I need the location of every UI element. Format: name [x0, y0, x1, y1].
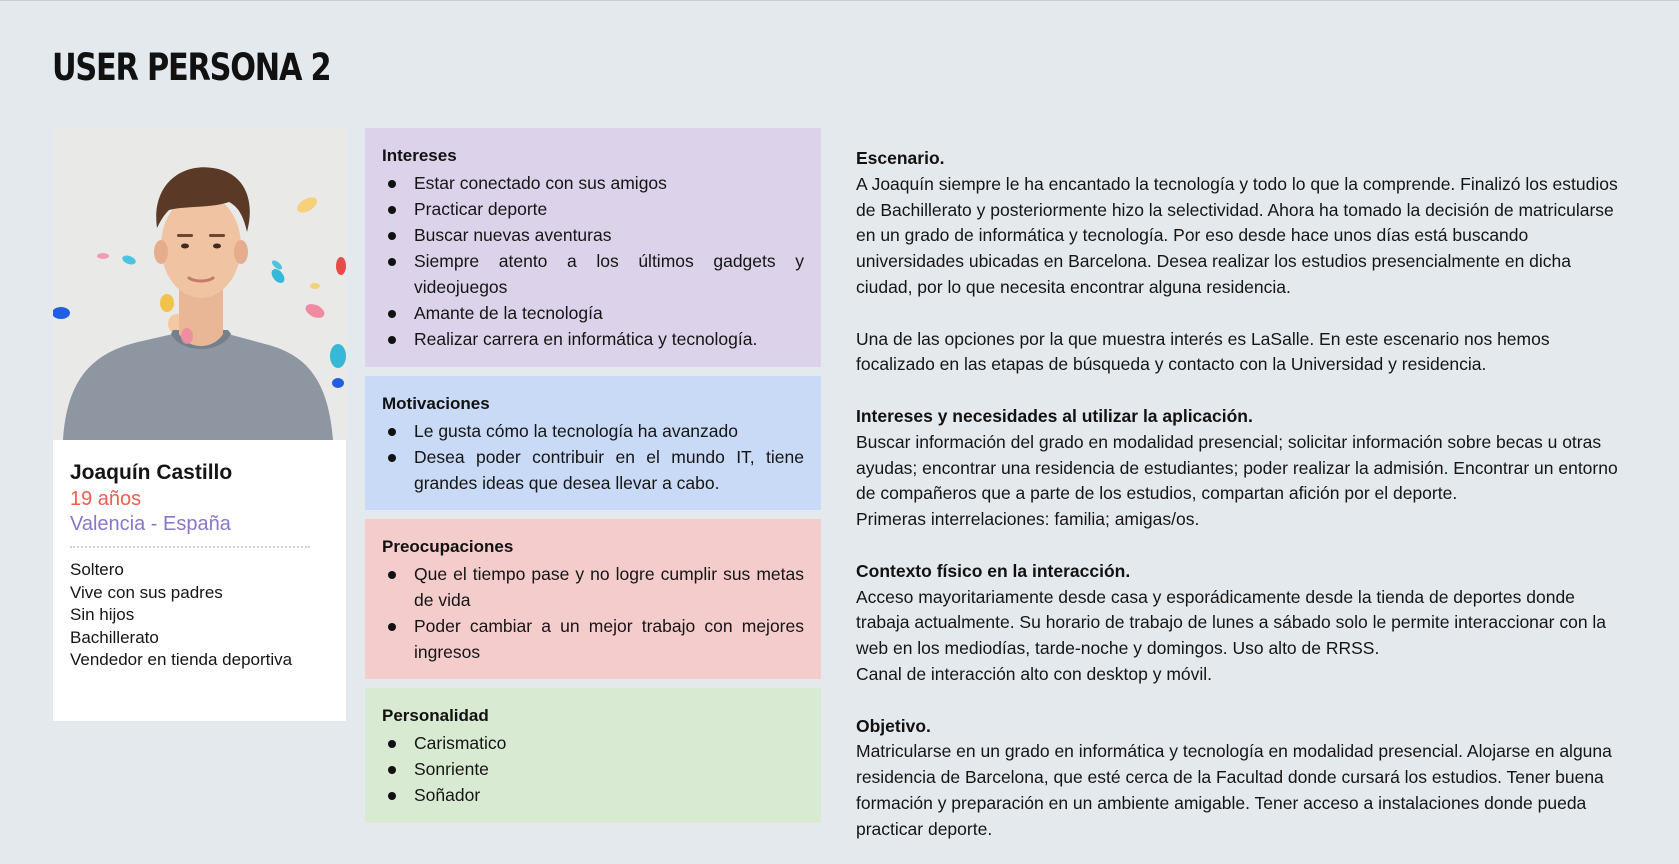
detail-civil-status: Soltero	[70, 560, 124, 579]
list-item: Siempre atento a los últimos gadgets y videojuegos	[382, 248, 804, 300]
list-item: Le gusta cómo la tecnología ha avanzado	[382, 418, 804, 444]
persona-name: Joaquín Castillo	[70, 461, 233, 484]
contexto-text-2: Canal de interacción alto con desktop y móvil.	[856, 663, 1213, 684]
contexto-text-1: Acceso mayoritariamente desde casa y esporádicamente desde la tienda de deportes donde trabaja actualmente. Su horario de trabajo de lunes a sábado solo le permite interaccionar con la web en los mediodías, tarde-noche y domingos. Uso alto de RRSS.	[856, 586, 1607, 659]
bullet-icon	[388, 206, 396, 214]
personalidad-box	[365, 688, 821, 823]
list-item: Practicar deporte	[382, 196, 804, 222]
persona-location: Valencia - España	[70, 513, 231, 535]
bullet-icon	[388, 740, 396, 748]
bullet-icon	[388, 428, 396, 436]
list-item: Desea poder contribuir en el mundo IT, tiene grandes ideas que desea llevar a cabo.	[382, 444, 804, 496]
necesidades-title: Intereses y necesidades al utilizar la aplicación.	[856, 405, 1253, 426]
bullet-icon	[388, 623, 396, 631]
page-title: USER PERSONA 2	[52, 46, 331, 89]
bullet-icon	[388, 766, 396, 774]
necesidades-text-2: Primeras interrelaciones: familia; amigas/os.	[856, 509, 1200, 530]
intereses-title: Intereses	[382, 146, 457, 165]
motivaciones-box	[365, 376, 821, 510]
motivaciones-title: Motivaciones	[382, 394, 490, 413]
preocupaciones-list	[382, 561, 804, 665]
list-item: Buscar nuevas aventuras	[382, 222, 804, 248]
list-item: Realizar carrera en informática y tecnología.	[382, 326, 804, 352]
bullet-icon	[388, 310, 396, 318]
intereses-box	[365, 128, 821, 367]
preocupaciones-box	[365, 519, 821, 679]
necesidades-text-1: Buscar información del grado en modalidad presencial; solicitar información sobre becas u otras ayudas; encontrar una residencia de estudiantes; poder realizar la admisión. Encontrar un entorno de compañeros que a parte de los estudios, compartan afición por el deporte.	[856, 431, 1618, 504]
escenario-text-2: Una de las opciones por la que muestra interés es LaSalle. En este escenario nos hemos focalizado en las etapas de búsqueda y contacto con la Universidad y residencia.	[856, 328, 1550, 375]
contexto-title: Contexto físico en la interacción.	[856, 560, 1131, 581]
detail-children: Sin hijos	[70, 605, 135, 624]
bullet-icon	[388, 258, 396, 266]
objetivo-title: Objetivo.	[856, 715, 931, 736]
profile-photo	[53, 128, 346, 440]
personalidad-title: Personalidad	[382, 706, 489, 725]
bullet-icon	[388, 336, 396, 344]
escenario-text-1: A Joaquín siempre le ha encantado la tecnología y todo lo que la comprende. Finalizó los estudios de Bachillerato y posteriormente hizo la selectividad. Ahora ha tomado la decisión de matricularse en un grado de informática y tecnología. Por eso desde hace unos días está buscando universidades ubicadas en Barcelona. Desea realizar los estudios presencialmente en dicha ciudad, por lo que necesita encontrar alguna residencia.	[856, 173, 1618, 297]
intereses-list	[382, 170, 804, 352]
profile-info	[70, 459, 332, 672]
list-item: Soñador	[382, 782, 804, 808]
escenario-title: Escenario.	[856, 148, 945, 168]
objetivo-text: Matricularse en un grado en informática y tecnología en modalidad presencial. Alojarse en alguna residencia de Barcelona, que esté cerca de la Facultad donde cursará los estudios. Tener buena formación y preparación en un ambiente amigable. Tener acceso a instalaciones donde pueda practicar deporte.	[856, 741, 1612, 839]
detail-job: Vendedor en tienda deportiva	[70, 650, 293, 669]
list-item: Amante de la tecnología	[382, 300, 804, 326]
scenario-column	[856, 146, 1624, 843]
list-item: Poder cambiar a un mejor trabajo con mejores ingresos	[382, 613, 804, 665]
detail-living: Vive con sus padres	[70, 582, 223, 602]
bullet-icon	[388, 180, 396, 188]
dotted-divider	[70, 546, 310, 548]
personalidad-list	[382, 730, 804, 808]
preocupaciones-title: Preocupaciones	[382, 537, 514, 556]
persona-details	[70, 559, 332, 672]
list-item: Carismatico	[382, 730, 804, 756]
bullet-icon	[388, 454, 396, 462]
list-item: Sonriente	[382, 756, 804, 782]
profile-card	[53, 128, 346, 721]
persona-age: 19 años	[70, 488, 142, 510]
bullet-icon	[388, 792, 396, 800]
list-item: Que el tiempo pase y no logre cumplir sus metas de vida	[382, 561, 804, 613]
list-item: Estar conectado con sus amigos	[382, 170, 804, 196]
bullet-icon	[388, 232, 396, 240]
top-border	[0, 0, 1679, 1]
motivaciones-list	[382, 418, 804, 496]
bullet-icon	[388, 571, 396, 579]
detail-education: Bachillerato	[70, 627, 159, 647]
